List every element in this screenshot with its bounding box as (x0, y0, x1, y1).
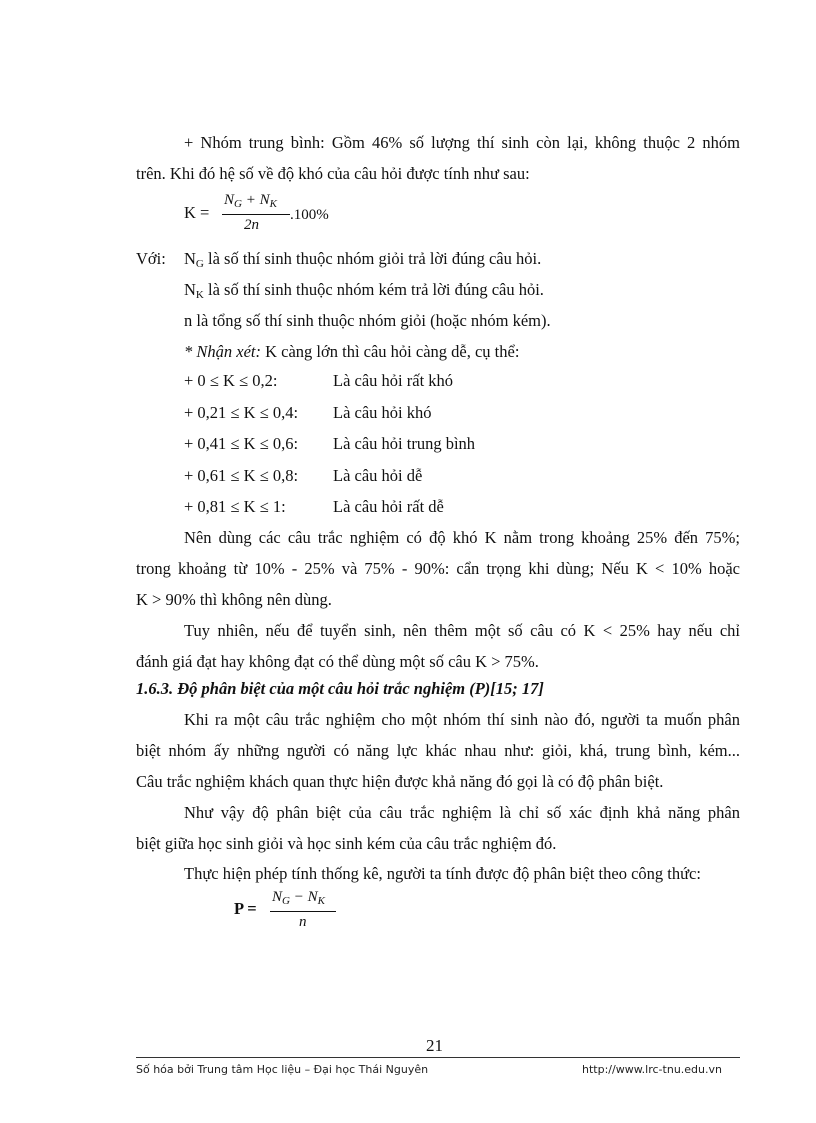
paragraph-line: Nên dùng các câu trắc nghiệm có độ khó K nằm trong khoảng 25% đến 75%; (184, 528, 740, 547)
definition-nk: $N_K$ là số thí sinh thuộc nhóm kém trả lời đúng câu hỏi. (184, 280, 544, 301)
range-value: + 0,81 ≤ K ≤ 1: (184, 497, 286, 516)
paragraph-line: Như vậy độ phân biệt của câu trắc nghiệm là chỉ số xác định khả năng phân (184, 803, 740, 822)
paragraph-line: Tuy nhiên, nếu để tuyển sinh, nên thêm một số câu có K < 25% hay nếu chỉ (184, 621, 740, 640)
range-value: + 0 ≤ K ≤ 0,2: (184, 371, 278, 390)
range-label: Là câu hỏi khó (333, 403, 432, 422)
range-label: Là câu hỏi dễ (333, 466, 423, 485)
range-value: + 0,21 ≤ K ≤ 0,4: (184, 403, 299, 422)
paragraph-line: trên. Khi đó hệ số về độ khó của câu hỏi được tính như sau: (136, 164, 530, 183)
range-value: + 0,41 ≤ K ≤ 0,6: (184, 434, 299, 453)
paragraph-line: biệt nhóm ấy những người có năng lực khác nhau như: giỏi, khá, trung bình, kém... (136, 741, 740, 760)
footer-link[interactable]: http://www.lrc-tnu.edu.vn (582, 1063, 722, 1076)
fraction-bar (270, 911, 336, 912)
paragraph-line: + Nhóm trung bình: Gồm 46% số lượng thí sinh còn lại, không thuộc 2 nhóm (184, 133, 740, 152)
footer-divider (136, 1057, 740, 1058)
definition-n: n là tổng số thí sinh thuộc nhóm giỏi (hoặc nhóm kém). (184, 311, 551, 330)
paragraph-line: Thực hiện phép tính thống kê, người ta tính được độ phân biệt theo công thức: (184, 864, 701, 883)
paragraph-line: K > 90% thì không nên dùng. (136, 590, 332, 609)
paragraph-line: Câu trắc nghiệm khách quan thực hiện được khả năng đó gọi là có độ phân biệt. (136, 772, 664, 791)
footer-left-text: Số hóa bởi Trung tâm Học liệu – Đại học Thái Nguyên (136, 1063, 429, 1076)
formula-p-fraction (270, 889, 340, 933)
formula-p-denominator: n (299, 914, 307, 930)
section-heading: 1.6.3. Độ phân biệt của một câu hỏi trắc nghiệm (P)[15; 17] (136, 679, 544, 698)
range-value: + 0,61 ≤ K ≤ 0,8: (184, 466, 299, 485)
paragraph-line: biệt giữa học sinh giỏi và học sinh kém của câu trắc nghiệm đó. (136, 834, 557, 853)
paragraph-line: trong khoảng từ 10% - 25% và 75% - 90%: cẩn trọng khi dùng; Nếu K < 10% hoặc (136, 559, 740, 578)
formula-k-suffix: .100% (290, 207, 329, 223)
voi-label: Với: (136, 249, 166, 268)
formula-p-numerator: $N_G - N_K$ (272, 889, 325, 907)
range-label: Là câu hỏi rất dễ (333, 497, 444, 516)
paragraph-line: đánh giá đạt hay không đạt có thể dùng một số câu K > 75%. (136, 652, 539, 671)
range-label: Là câu hỏi trung bình (333, 434, 476, 453)
page-number: 21 (426, 1036, 443, 1055)
definition-ng: $N_G$ là số thí sinh thuộc nhóm giỏi trả lời đúng câu hỏi. (184, 249, 542, 270)
remark: * Nhận xét: K càng lớn thì câu hỏi càng dễ, cụ thể: (184, 342, 520, 361)
formula-k-lhs: K = (184, 203, 210, 222)
formula-p-lhs: P = (234, 899, 257, 918)
formula-k-denominator: 2n (244, 217, 259, 233)
formula-k-numerator: $N_G + N_K$ (224, 192, 277, 210)
fraction-bar (222, 214, 290, 215)
formula-k-fraction (222, 192, 292, 236)
range-label: Là câu hỏi rất khó (333, 371, 454, 390)
paragraph-line: Khi ra một câu trắc nghiệm cho một nhóm thí sinh nào đó, người ta muốn phân (184, 710, 740, 729)
